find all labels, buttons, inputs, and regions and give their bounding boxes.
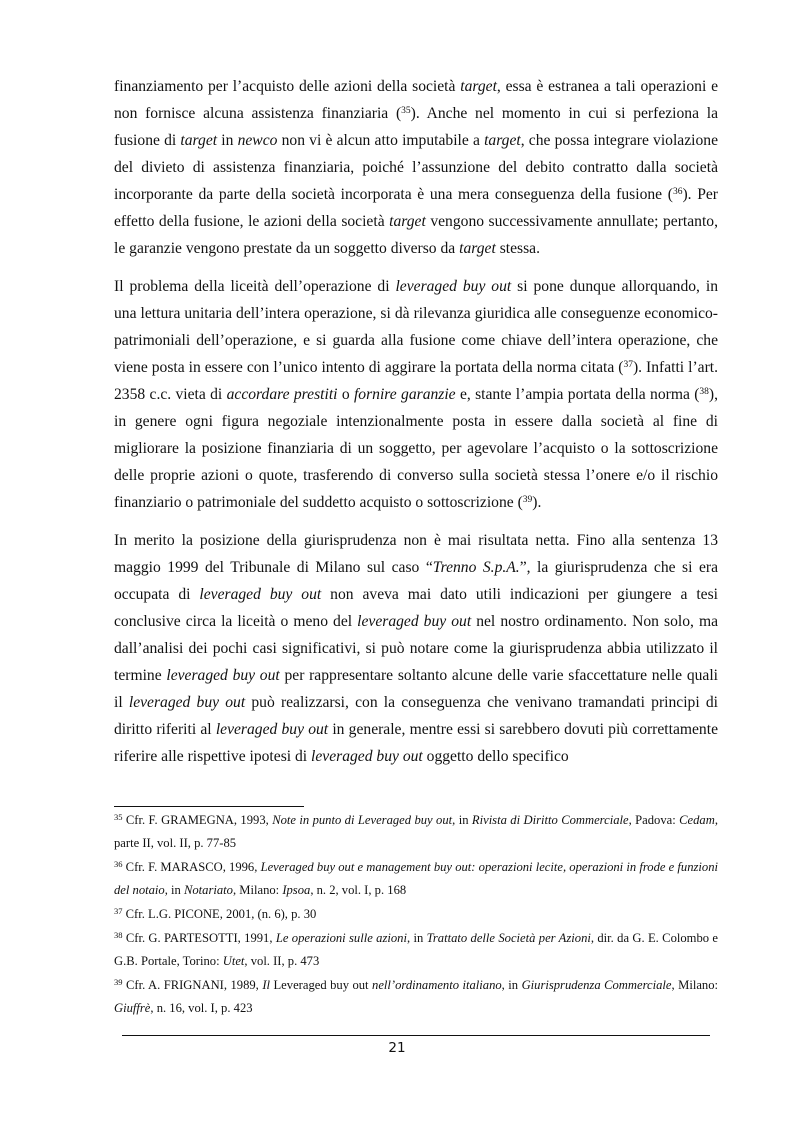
italic-text: leveraged buy out: [395, 278, 512, 295]
italic-text: Ipsoa: [282, 883, 311, 897]
italic-text: accordare prestiti: [226, 386, 338, 403]
italic-text: target: [389, 213, 426, 230]
text-run: non aveva mai dato utili indicazioni per giungere a tesi conclusive circa la liceità o meno del: [114, 586, 718, 630]
text-run: si pone dunque allorquando, in una lettura unitaria dell’intera operazione, si dà rilevanza giuridica alle conseguenze economico-patrimoniali dell’operazione, e si guarda alla fusione come chiave dell’intera operazione, che viene posta in essere con l’unico intento di aggirare la portata della norma citata (: [114, 278, 719, 376]
text-run: o: [337, 386, 354, 403]
text-run: ). Anche nel momento in cui si perfeziona la fusione di: [114, 105, 718, 149]
italic-text: Utet: [222, 954, 245, 968]
footnote-ref: 35: [401, 106, 411, 116]
italic-text: fornire garanzie: [353, 386, 456, 403]
italic-text: target: [180, 132, 218, 149]
text-run: , n. 2, vol. I, p. 168: [310, 883, 407, 897]
body-text: [114, 73, 718, 781]
italic-text: target: [460, 78, 497, 95]
text-run: e, stante l’ampia portata della norma (: [455, 386, 700, 403]
text-run: oggetto dello specifico: [422, 748, 569, 765]
text-run: vengono successivamente annullate; pertanto, le garanzie vengono prestate da un soggetto diverso da: [114, 213, 718, 257]
text-run: In merito la posizione della giurisprudenza non è mai risultata netta. Fino alla sentenza 13 maggio 1999 del Tribunale di Milano sul caso “: [114, 532, 718, 576]
text-run: nel nostro ordinamento. Non solo, ma dall’analisi dei pochi casi significativi, si può notare come la giurisprudenza abbia utilizzato il termine: [114, 613, 719, 684]
footnote-ref: 37: [623, 360, 633, 370]
text-run: , Padova:: [628, 813, 680, 827]
paragraph: [114, 73, 718, 262]
text-run: , essa è estranea a tali operazioni e non fornisce alcuna assistenza finanziaria (: [114, 78, 719, 122]
italic-text: Giurisprudenza Commerciale: [521, 978, 672, 992]
italic-text: nell’ordinamento italiano: [372, 978, 502, 992]
footnote: [114, 903, 718, 926]
italic-text: Notariato: [183, 883, 233, 897]
footnote-ref: 36: [114, 859, 123, 869]
italic-text: leveraged buy out: [199, 586, 322, 603]
text-run: , n. 16, vol. I, p. 423: [150, 1001, 253, 1015]
text-run: , in: [406, 931, 427, 945]
italic-text: Note in punto di Leveraged buy out: [272, 813, 453, 827]
footnote-ref: 38: [114, 930, 123, 940]
text-run: , Milano:: [671, 978, 718, 992]
italic-text: Rivista di Diritto Commerciale: [471, 813, 629, 827]
footnote-ref: 37: [114, 906, 123, 916]
text-run: , in: [452, 813, 472, 827]
text-run: Cfr. F. MARASCO, 1996,: [122, 860, 261, 874]
text-run: Cfr. A. FRIGNANI, 1989,: [122, 978, 263, 992]
paragraph: [114, 273, 718, 516]
italic-text: Leveraged buy out e management buy out: operazioni lecite, operazioni in frode e funzioni del notaio: [114, 860, 718, 897]
footnote: [114, 809, 718, 855]
italic-text: leveraged buy out: [311, 748, 423, 765]
footer-rule: [122, 1035, 710, 1036]
footnote-ref: 39: [114, 977, 123, 987]
italic-text: newco: [237, 132, 278, 149]
text-run: , vol. II, p. 473: [244, 954, 320, 968]
text-run: Leveraged buy out: [270, 978, 373, 992]
text-run: finanziamento per l’acquisto delle azioni della società: [114, 78, 461, 95]
text-run: , Milano:: [232, 883, 283, 897]
footnote-ref: 38: [699, 387, 709, 397]
text-run: può realizzarsi, con la conseguenza che venivano tramandati principi di diritto riferiti al: [114, 694, 718, 738]
text-run: , parte II, vol. II, p. 77-85: [114, 813, 718, 850]
text-run: , dir. da G. E. Colombo e G.B. Portale, Torino:: [114, 931, 718, 968]
italic-text: target: [484, 132, 521, 149]
footnote-ref: 35: [114, 812, 123, 822]
italic-text: Trattato delle Società per Azioni: [426, 931, 591, 945]
text-run: ”, la giurisprudenza che si era occupata di: [114, 559, 718, 603]
text-run: ). Infatti l’art. 2358 c.c. vieta di: [114, 359, 718, 403]
italic-text: Trenno S.p.A.: [432, 559, 520, 576]
italic-text: leveraged buy out: [166, 667, 280, 684]
footnote-separator: [114, 806, 304, 807]
text-run: Cfr. F. GRAMEGNA, 1993,: [122, 813, 273, 827]
italic-text: leveraged buy out: [128, 694, 246, 711]
italic-text: Giuffrè: [114, 1001, 151, 1015]
text-run: in: [217, 132, 238, 149]
footnote: [114, 974, 718, 1020]
page-number: 21: [388, 1040, 406, 1056]
text-run: Cfr. G. PARTESOTTI, 1991,: [122, 931, 276, 945]
italic-text: target: [459, 240, 496, 257]
text-run: Il problema della liceità dell’operazione di: [114, 278, 396, 295]
text-run: ), in genere ogni figura negoziale intenzionalmente posta in essere dalla società al fine di migliorare la posizione finanziaria di un soggetto, per agevolare l’acquisto o la sottoscrizione delle proprie azioni o quote, trasferendo di converso sulla società stessa l’onere e/o il rischio finanziario o patrimoniale del suddetto acquisto o sottoscrizione (: [114, 386, 718, 511]
footnote-ref: 39: [522, 495, 533, 505]
text-run: Cfr. L.G. PICONE, 2001, (n. 6), p. 30: [122, 907, 317, 921]
footnotes: [114, 809, 718, 1021]
footnote-ref: 36: [672, 187, 683, 197]
text-run: in generale, mentre essi si sarebbero dovuti più correttamente riferire alle rispettive ipotesi di: [114, 721, 718, 765]
text-run: non vi è alcun atto imputabile a: [277, 132, 485, 149]
text-run: , in: [164, 883, 184, 897]
italic-text: leveraged buy out: [215, 721, 329, 738]
italic-text: leveraged buy out: [357, 613, 472, 630]
text-run: stessa.: [495, 240, 540, 257]
italic-text: Cedam: [679, 813, 715, 827]
footnote: [114, 856, 718, 902]
text-run: ). Per effetto della fusione, le azioni della società: [114, 186, 718, 230]
text-run: , in: [501, 978, 522, 992]
italic-text: Il: [262, 978, 271, 992]
text-run: per rappresentare soltanto alcune delle varie sfaccettature nelle quali il: [114, 667, 718, 711]
text-run: , che possa integrare violazione del divieto di assistenza finanziaria, poiché l’assunzione del debito contratto dalla società incorporante da parte della società incorporata è una mera conseguenza della fusione (: [114, 132, 718, 203]
footnote: [114, 927, 718, 973]
italic-text: Le operazioni sulle azioni: [275, 931, 407, 945]
paragraph: [114, 527, 718, 770]
text-run: ).: [532, 494, 542, 511]
